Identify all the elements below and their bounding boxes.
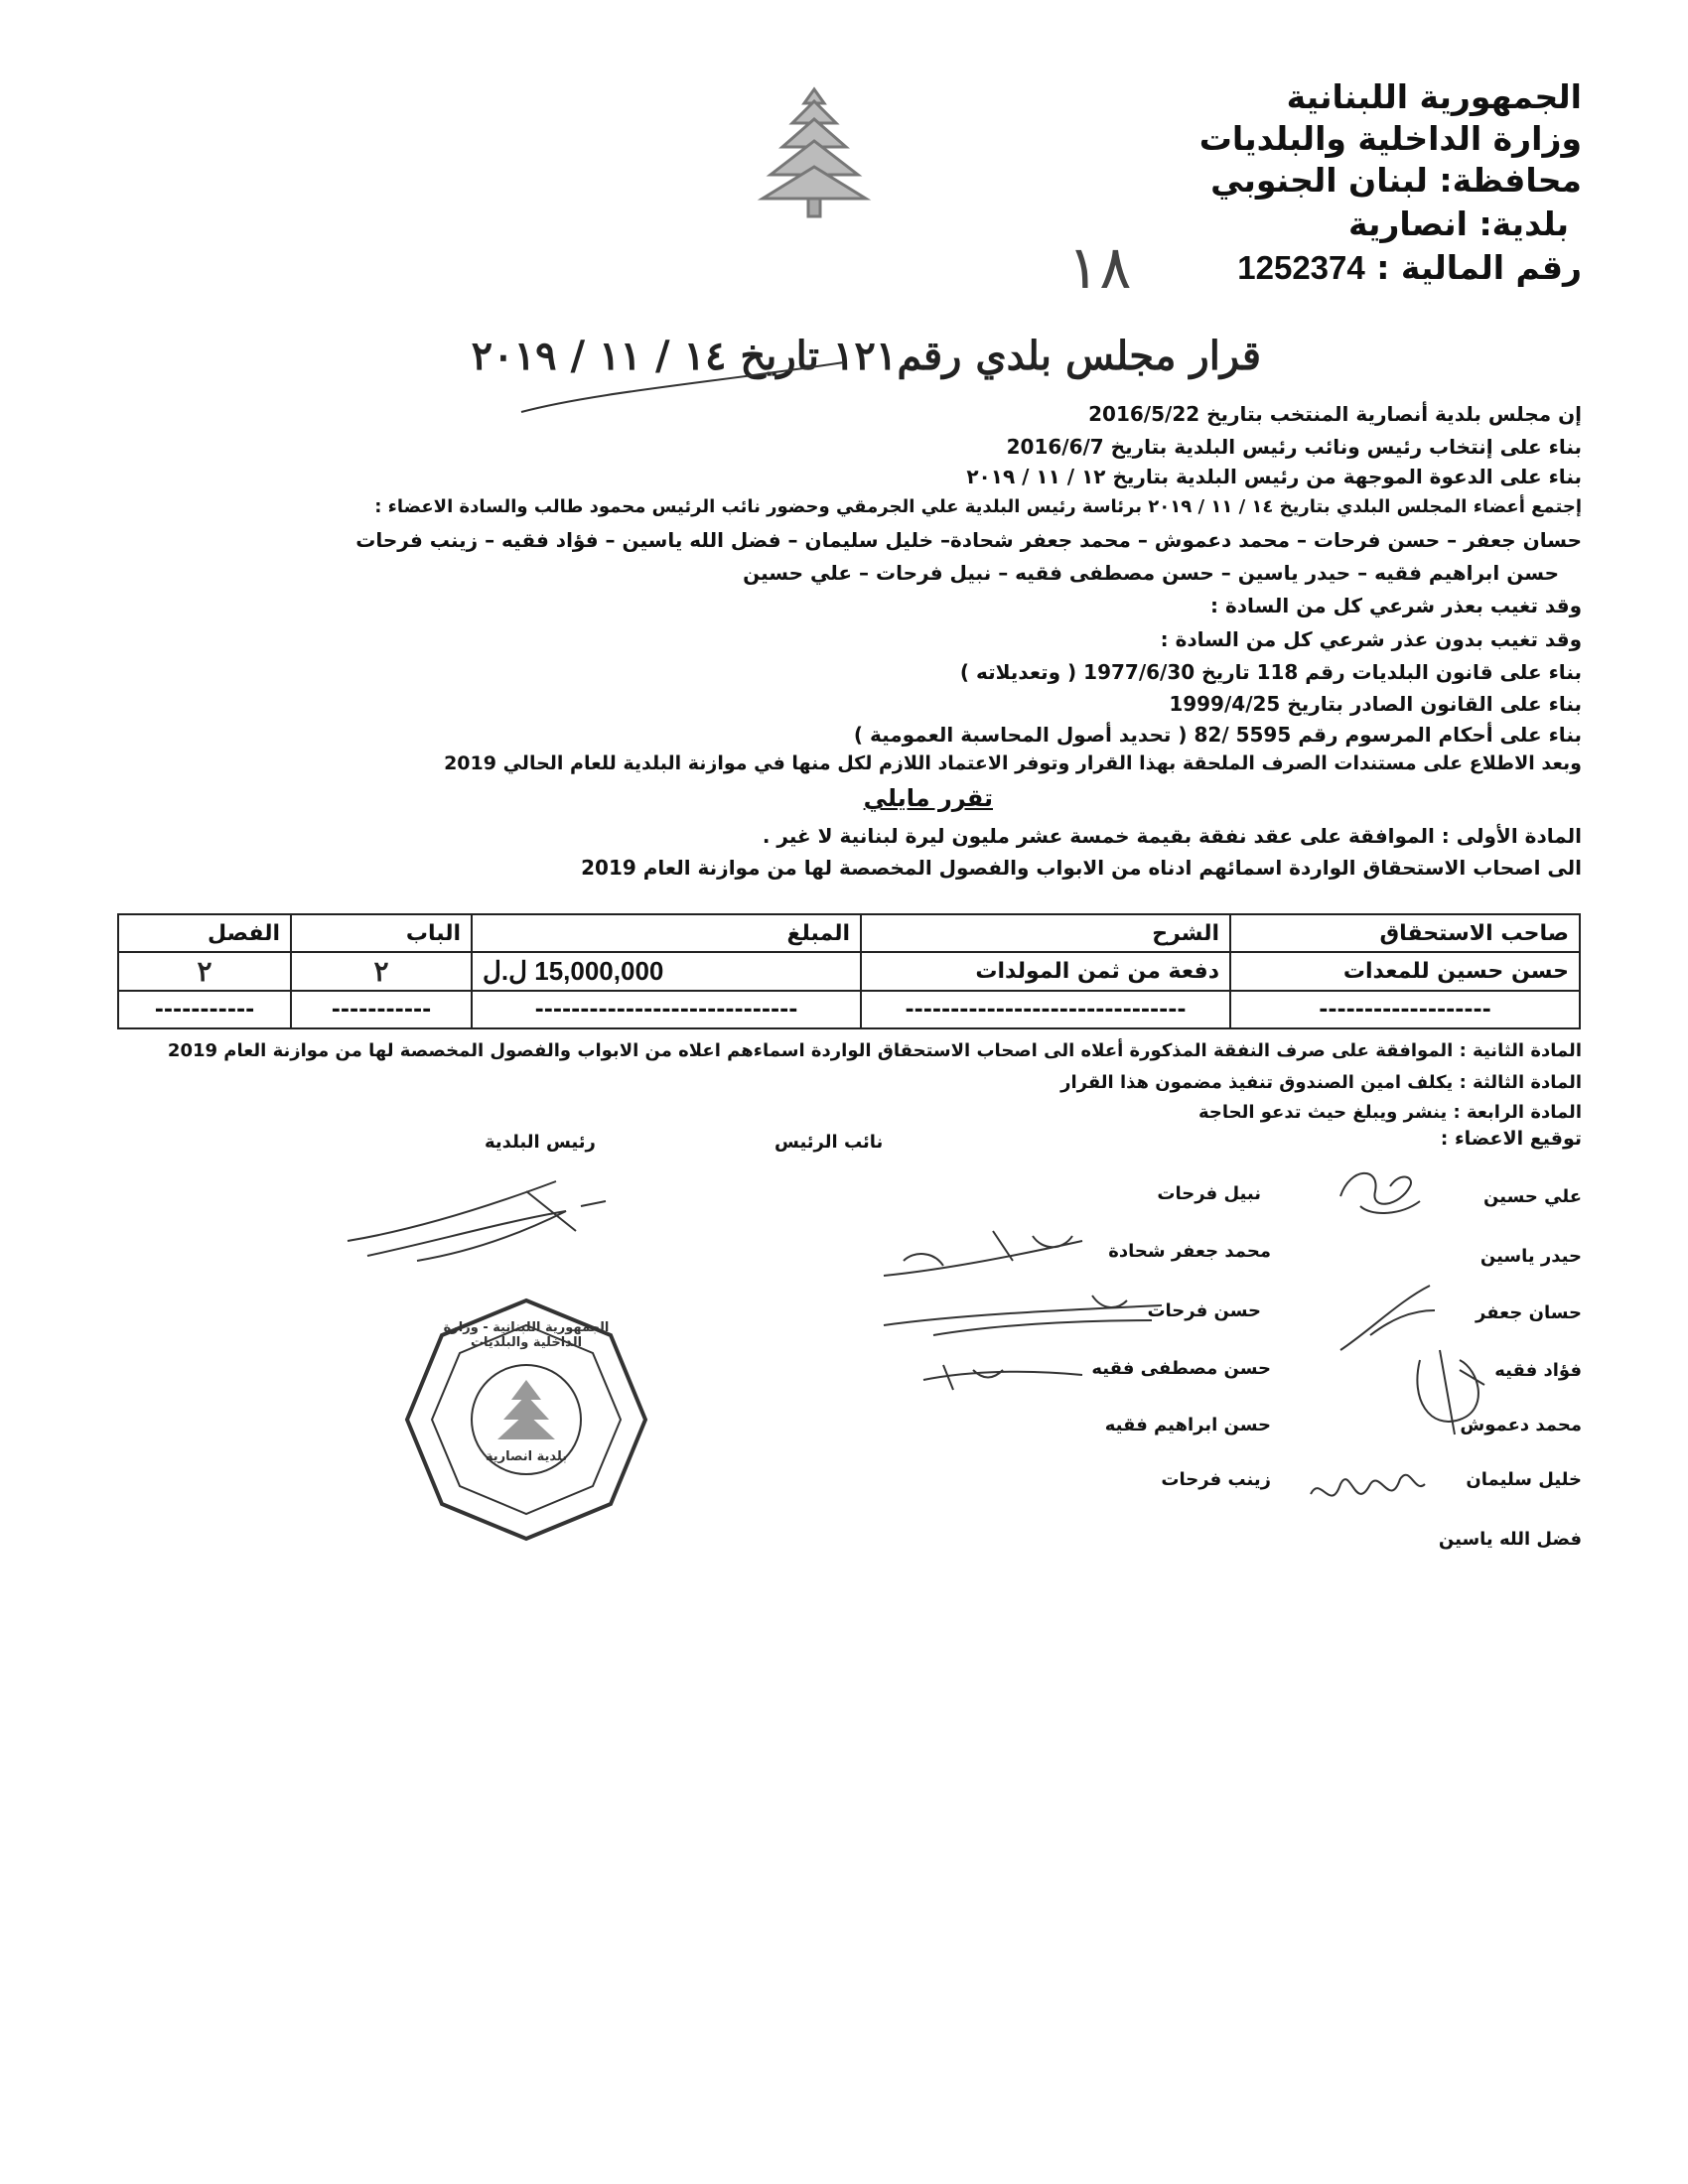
col-description-header: الشرح: [861, 914, 1230, 952]
section-cell: ٢: [291, 952, 472, 991]
signature-ali-hussein: [1331, 1157, 1430, 1226]
stamp-outer-text: الجمهورية اللبنانية - وزارة الداخلية والبلديات: [443, 1320, 610, 1350]
sig-right-5: محمد دعموش: [1460, 1415, 1582, 1435]
signature-khalil-suleiman: [1301, 1454, 1430, 1524]
mayor-signature: [328, 1161, 626, 1271]
body-line-3: بناء على الدعوة الموجهة من رئيس البلدية بتاريخ ١٢ / ١١ / ٢٠١٩: [966, 465, 1582, 488]
body-line-11: بناء على أحكام المرسوم رقم 5595 /82 ( تحديد أصول المحاسبة العمومية ): [853, 723, 1582, 747]
body-line-4: إجتمع أعضاء المجلس البلدي بتاريخ ١٤ / ١١ / ٢٠١٩ برئاسة رئيس البلدية علي الجرمقي وحضور نائب الرئيس محمود طالب والسادة الاعضاء :: [374, 496, 1582, 517]
sig-middle-2: محمد جعفر شحادة: [1108, 1241, 1271, 1262]
signature-hassan-farhat: [874, 1286, 1172, 1355]
stamp-inner-text: بلدية انصارية: [485, 1449, 568, 1464]
governorate-title: محافظة: لبنان الجنوبي: [1210, 161, 1582, 200]
body-line-8: وقد تغيب بدون عذر شرعي كل من السادة :: [1160, 627, 1582, 651]
sig-right-2: حيدر ياسين: [1479, 1246, 1582, 1267]
body-line-5: حسان جعفر – حسن فرحات – محمد دعموش – محمد جعفر شحادة– خليل سليمان – فضل الله ياسين – فؤاد فقيه – زينب فرحات: [355, 528, 1582, 552]
col-amount-header: المبلغ: [472, 914, 861, 952]
chapter-cell: ٢: [118, 952, 291, 991]
body-line-10: بناء على القانون الصادر بتاريخ 1999/4/25: [1169, 692, 1582, 716]
article-2: المادة الثانية : الموافقة على صرف النفقة المذكورة أعلاه الى اصحاب الاستحقاق الواردة اسماءهم اعلاه من الابواب والفصول المخصصة لها من موازنة العام 2019: [167, 1040, 1582, 1061]
republic-title: الجمهورية اللبنانية: [1286, 77, 1582, 116]
body-line-1: إن مجلس بلدية أنصارية المنتخب بتاريخ 2016/5/22: [1088, 402, 1582, 426]
sig-middle-6: زينب فرحات: [1161, 1469, 1271, 1490]
decision-title: قرار مجلس بلدي رقم١٢١ تاريخ ١٤ / ١١ / ٢٠١٩: [471, 333, 1261, 379]
signature-fouad-faqih: [1400, 1340, 1499, 1439]
table-header-row: [118, 914, 1580, 952]
cedar-logo: [755, 81, 874, 220]
description-cell: دفعة من ثمن المولدات: [861, 952, 1230, 991]
mayor-label: رئيس البلدية: [485, 1132, 596, 1153]
finance-number: 1252374: [1237, 249, 1365, 286]
body-line-12: وبعد الاطلاع على مستندات الصرف الملحقة بهذا القرار وتوفر الاعتماد اللازم لكل منها في موازنة البلدية للعام الحالي 2019: [444, 752, 1582, 774]
article-1-line-2: الى اصحاب الاستحقاق الواردة اسمائهم ادناه من الابواب والفصول المخصصة لها من موازنة العام 2019: [581, 856, 1582, 880]
members-signature-label: توقيع الاعضاء :: [1440, 1128, 1582, 1150]
col-section-header: الباب: [291, 914, 472, 952]
sig-right-3: حسان جعفر: [1476, 1302, 1582, 1323]
dash-cell: -----------------------------: [472, 991, 861, 1028]
sig-middle-4: حسن مصطفى فقيه: [1091, 1358, 1271, 1379]
col-beneficiary-header: صاحب الاستحقاق: [1230, 914, 1580, 952]
table-row: [118, 991, 1580, 1028]
body-line-6: حسن ابراهيم فقيه – حيدر ياسين – حسن مصطفى فقيه – نبيل فرحات – علي حسين: [743, 561, 1559, 585]
payment-table: [117, 913, 1581, 1029]
body-line-2: بناء على إنتخاب رئيس ونائب رئيس البلدية بتاريخ 2016/6/7: [1006, 435, 1582, 459]
finance-label: رقم المالية :: [1376, 248, 1582, 287]
article-3: المادة الثالثة : يكلف امين الصندوق تنفيذ مضمون هذا القرار: [1060, 1072, 1582, 1093]
decides-heading: تقرر مايلي: [863, 784, 993, 812]
dash-cell: -------------------: [1230, 991, 1580, 1028]
amount-cell: 15,000,000 ل.ل: [472, 952, 861, 991]
dash-cell: -------------------------------: [861, 991, 1230, 1028]
beneficiary-cell: حسن حسين للمعدات: [1230, 952, 1580, 991]
article-4: المادة الرابعة : ينشر ويبلغ حيث تدعو الحاجة: [1197, 1102, 1582, 1123]
sig-right-4: فؤاد فقيه: [1494, 1360, 1582, 1381]
body-line-9: بناء على قانون البلديات رقم 118 تاريخ 1977/6/30 ( وتعديلاته ): [959, 660, 1582, 684]
municipality-title: بلدية: انصارية: [1347, 205, 1569, 243]
body-line-7: وقد تغيب بعذر شرعي كل من السادة :: [1210, 594, 1582, 617]
sig-right-7: فضل الله ياسين: [1438, 1529, 1582, 1550]
sig-middle-1: نبيل فرحات: [1157, 1183, 1261, 1204]
sig-right-6: خليل سليمان: [1466, 1469, 1582, 1490]
dash-cell: -----------: [291, 991, 472, 1028]
finance-number-line: [1237, 248, 1582, 287]
sig-right-1: علي حسين: [1483, 1186, 1582, 1207]
article-1-line-1: المادة الأولى : الموافقة على عقد نفقة بقيمة خمسة عشر مليون ليرة لبنانية لا غير .: [762, 824, 1582, 848]
col-chapter-header: الفصل: [118, 914, 291, 952]
table-row: [118, 952, 1580, 991]
deputy-label: نائب الرئيس: [774, 1132, 884, 1153]
handwritten-page-number: ١٨: [1067, 233, 1132, 303]
ministry-title: وزارة الداخلية والبلديات: [1198, 119, 1582, 158]
dash-cell: -----------: [118, 991, 291, 1028]
sig-middle-3: حسن فرحات: [1147, 1300, 1261, 1321]
title-underline-scribble: [516, 352, 854, 422]
sig-middle-5: حسن ابراهيم فقيه: [1104, 1415, 1271, 1435]
signature-hassan-mustafa-faqih: [914, 1350, 1092, 1400]
